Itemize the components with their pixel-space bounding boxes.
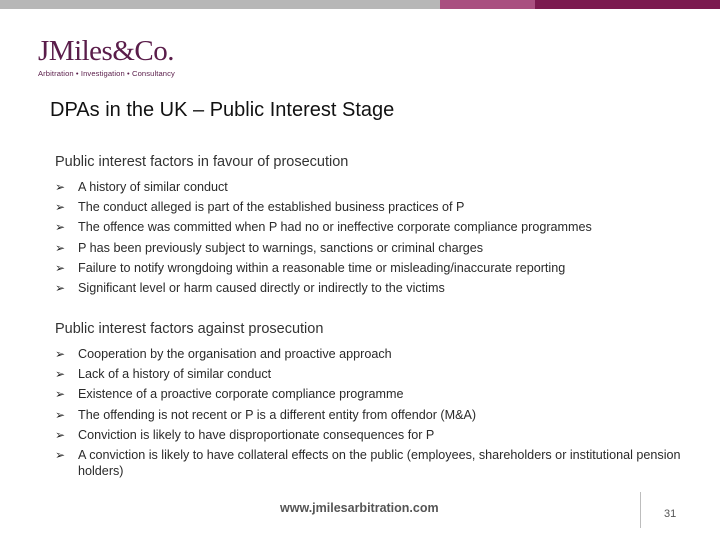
against-list bbox=[55, 344, 705, 479]
bullet-arrow-icon: ➢ bbox=[55, 281, 66, 296]
list-item bbox=[55, 278, 705, 298]
footer-divider bbox=[640, 492, 641, 528]
list-item-text: P has been previously subject to warnings, sanctions or criminal charges bbox=[78, 240, 484, 255]
list-item-text: A history of similar conduct bbox=[78, 180, 228, 194]
footer-website-url: www.jmilesarbitration.com bbox=[280, 501, 439, 515]
list-item-text: Significant level or harm caused directly or indirectly to the victims bbox=[78, 281, 445, 296]
bullet-arrow-icon: ➢ bbox=[55, 407, 66, 422]
list-item-text: The conduct alleged is part of the established business practices of P bbox=[78, 200, 465, 215]
list-item-text: Lack of a history of similar conduct bbox=[78, 367, 272, 382]
list-item-text: Existence of a proactive corporate compliance programme bbox=[78, 387, 404, 402]
list-item bbox=[55, 197, 705, 217]
section-favour-heading: Public interest factors in favour of prosecution bbox=[55, 154, 349, 170]
slide-title: DPAs in the UK – Public Interest Stage bbox=[50, 99, 395, 121]
section-against bbox=[55, 321, 705, 479]
logo-name: JMiles&Co. bbox=[38, 35, 174, 67]
page-number: 31 bbox=[664, 508, 677, 520]
list-item bbox=[55, 238, 705, 258]
bullet-arrow-icon: ➢ bbox=[55, 240, 66, 255]
list-item-text: Cooperation by the organisation and proactive approach bbox=[78, 347, 392, 361]
list-item bbox=[55, 425, 705, 445]
bullet-arrow-icon: ➢ bbox=[55, 367, 66, 382]
top-bar-pink-segment bbox=[440, 0, 535, 9]
bullet-arrow-icon: ➢ bbox=[55, 347, 66, 361]
top-color-bar bbox=[0, 0, 720, 9]
bullet-arrow-icon: ➢ bbox=[55, 427, 66, 442]
list-item bbox=[55, 344, 705, 364]
top-bar-plum-segment bbox=[535, 0, 720, 9]
list-item bbox=[55, 405, 705, 425]
company-logo bbox=[38, 36, 188, 78]
logo-tagline: Arbitration • Investigation • Consultancy bbox=[38, 69, 175, 78]
top-bar-grey-segment bbox=[0, 0, 440, 9]
list-item bbox=[55, 217, 705, 237]
section-against-heading: Public interest factors against prosecution bbox=[55, 321, 324, 337]
bullet-arrow-icon: ➢ bbox=[55, 387, 66, 402]
list-item-text: A conviction is likely to have collateral effects on the public (employees, shareholders or institutional pension holders) bbox=[78, 448, 681, 479]
list-item bbox=[55, 445, 705, 479]
list-item-text: The offence was committed when P had no or ineffective corporate compliance programmes bbox=[78, 220, 592, 235]
list-item bbox=[55, 384, 705, 404]
list-item-text: Failure to notify wrongdoing within a reasonable time or misleading/inaccurate reporting bbox=[78, 260, 566, 275]
favour-list bbox=[55, 177, 705, 298]
bullet-arrow-icon: ➢ bbox=[55, 448, 66, 463]
bullet-arrow-icon: ➢ bbox=[55, 220, 66, 235]
bullet-arrow-icon: ➢ bbox=[55, 180, 66, 194]
list-item bbox=[55, 364, 705, 384]
list-item-text: Conviction is likely to have disproportionate consequences for P bbox=[78, 427, 435, 442]
list-item bbox=[55, 258, 705, 278]
list-item-text: The offending is not recent or P is a different entity from offendor (M&A) bbox=[78, 407, 477, 422]
list-item bbox=[55, 177, 705, 197]
section-favour bbox=[55, 154, 705, 298]
bullet-arrow-icon: ➢ bbox=[55, 200, 66, 215]
bullet-arrow-icon: ➢ bbox=[55, 260, 66, 275]
